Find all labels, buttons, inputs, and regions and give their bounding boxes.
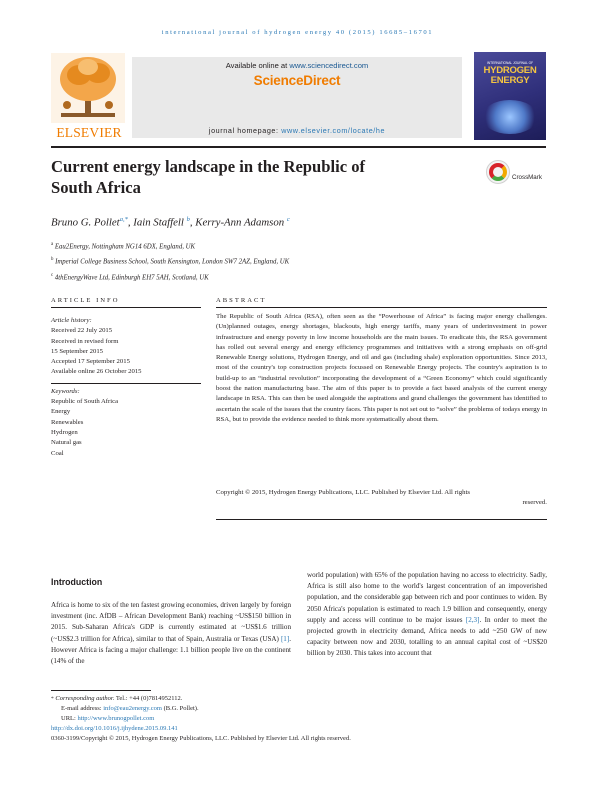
intro-left-column (51, 600, 291, 667)
abstract-end-rule (216, 519, 547, 520)
article-title-line1: Current energy landscape in the Republic of (51, 157, 366, 176)
intro-right-text: world population) with 65% of the population having no access to electricity. Sadly, Africa is still also home to the world's largest concentration of an impoverished population, and the considerable gap between rich and poor continues to widen. By 2050 Africa's population is estimated to reach 1.9 billion and consequently, energy supply and access will continue to be major issues (307, 571, 547, 624)
email-line (51, 704, 401, 713)
affiliation-item (51, 238, 546, 253)
author-affiliation-marker[interactable]: c (286, 216, 290, 223)
cover-title-line1: HYDROGEN (483, 65, 537, 76)
abstract-rule (216, 307, 547, 308)
affiliation-item (51, 253, 546, 268)
author-name[interactable]: Kerry-Ann Adamson (195, 216, 285, 229)
corresponding-author-note (51, 694, 401, 704)
intro-left-text-cont: . However Africa is facing a major challenge: 1.1 billion people live on the continent (14% of the (51, 634, 291, 666)
history-item: Accepted 17 September 2015 (51, 358, 130, 366)
journal-homepage-link[interactable]: www.elsevier.com/locate/he (281, 126, 386, 135)
keywords-label: Keywords: (51, 387, 80, 395)
author-name[interactable]: Iain Staffell (133, 216, 184, 229)
history-label: Article history: (51, 317, 92, 324)
intro-left-text: Africa is home to six of the ten fastest growing economies, driven largely by foreign investment (inc. AfDB – African Development Bank) reaching ~US$150 billion in 2015. Sub-Saharan Africa's GDP is currently estimated at ~US$1.6 trillion (~US$2.3 trillion for Africa), similar to that of Spain, Australia or Texas (USA) (51, 601, 291, 643)
keyword-item[interactable]: Republic of South Africa (51, 398, 119, 406)
author-affiliation-marker[interactable]: b (186, 216, 190, 223)
bottom-copyright: 0360-3199/Copyright © 2015, Hydrogen Energy Publications, LLC. Published by Elsevier Ltd. All rights reserved. (51, 734, 351, 742)
citation-link[interactable]: [1] (280, 634, 290, 643)
history-item: Received in revised form (51, 337, 119, 345)
email-link[interactable]: info@eau2energy.com (103, 705, 162, 713)
journal-homepage (132, 126, 462, 135)
header-divider (51, 146, 546, 148)
author-name[interactable]: Bruno G. Pollet (51, 216, 120, 229)
asterisk-icon: * (51, 696, 54, 702)
available-online (132, 61, 462, 70)
sciencedirect-logo[interactable]: ScienceDirect (253, 73, 341, 88)
abstract-copyright (216, 488, 547, 509)
available-prefix: Available online at (225, 61, 290, 70)
intro-right-column (307, 570, 547, 660)
homepage-prefix: journal homepage: (208, 126, 282, 135)
info-divider (51, 378, 201, 384)
cover-subtitle: INTERNATIONAL JOURNAL OF (486, 61, 534, 65)
abstract-copyright-line1: Copyright © 2015, Hydrogen Energy Publications, LLC. Published by Elsevier Ltd. All rights (216, 489, 470, 496)
doi-link[interactable]: http://dx.doi.org/10.1016/j.ijhydene.2015.09.141 (51, 725, 178, 732)
corresponding-label: Corresponding author. (55, 695, 115, 702)
article-info-block (51, 316, 201, 459)
email-label: E-mail address: (61, 705, 104, 713)
email-suffix: (B.G. Pollet). (161, 705, 199, 713)
cover-illustration (482, 100, 538, 134)
article-title-line2: South Africa (51, 178, 141, 197)
affiliations (51, 238, 546, 284)
journal-cover-thumbnail (474, 52, 546, 140)
keyword-item[interactable]: Energy (51, 408, 71, 416)
article-info-rule (51, 307, 201, 308)
url-label: URL: (61, 714, 78, 722)
crossmark-label: CrossMark (512, 174, 542, 181)
telephone: Tel.: +44 (0)7814952112. (114, 695, 183, 702)
intro-right-text-cont: . In order to meet the projected growth in electricity demand, Africa needs to add ~250 GW of new capacity between now and 2030, totalling to an annual capital cost of ~US$20 billion by 2030. This takes into account that (307, 615, 547, 658)
affiliation-text: Eau2Energy, Nottingham NG14 6DX, England, UK (54, 243, 196, 251)
history-item: Received 22 July 2015 (51, 327, 113, 335)
affiliation-item (51, 269, 546, 284)
author-affiliation-marker[interactable]: a,* (119, 216, 128, 223)
affiliation-marker: a (51, 242, 54, 247)
affiliation-text: Imperial College Business School, South Kensington, London SW7 2AZ, England, UK (55, 258, 290, 266)
author-list: Bruno G. Pollet$^{a,*}$, Iain Staffell $^b$, Kerry-Ann Adamson $^c$ (51, 216, 290, 229)
abstract-text: The Republic of South Africa (RSA), often seen as the “Powerhouse of Africa” is facing major energy challenges. (Un)planned outages, energy shortages, blackouts, high energy tariffs, many years of underinvestment in power infrastructure and energy poverty in low income households are the main issues. To eradicate this, the RSA government has rolled out several energy and energy efficiency programmes and initiatives with a strong emphasis on off-grid Renewable Energy solutions, Hydrogen Energy, and oil and gas (including shale) exploration opportunities. Since 2013, most of the country's top construction projects focussed on Renewable Energy projects. The country's aspiration is to build-up to an “industrial revolution” incorporating the development of a “Green Economy” which could significantly boost the nation manufacturing base. The aim of this paper is to provide a fact based analysis of the current energy landscape in RSA. This can then be used alongside the aspirations and grand challenges the government has identified to ascertain the scale of the issues that the country faces. This paper is not set out to “solve” the problems of todays energy in RSA, but to provide the evidence needed to think more systematically about them. (216, 313, 547, 423)
affiliation-marker: c (51, 272, 54, 278)
keyword-item[interactable]: Natural gas (51, 439, 82, 447)
crossmark-icon (489, 163, 507, 181)
history-item: Available online 26 October 2015 (51, 368, 142, 376)
url-line (51, 714, 401, 723)
doi-block (51, 724, 546, 743)
footnote (51, 694, 401, 723)
footnote-rule (51, 690, 151, 691)
introduction-heading: Introduction (51, 577, 103, 587)
history-item: 15 September 2015 (51, 347, 104, 355)
keyword-item[interactable]: Hydrogen (51, 428, 78, 436)
affiliation-marker: b (51, 257, 54, 263)
cover-title-line2: ENERGY (490, 74, 530, 86)
abstract-copyright-line2: reserved. (522, 499, 547, 507)
keyword-item[interactable]: Coal (51, 449, 64, 457)
journal-running-header: international journal of hydrogen energy 40 (2015) 16685–16701 (161, 29, 434, 36)
citation-link[interactable]: [2,3] (465, 615, 480, 624)
elsevier-wordmark: ELSEVIER (56, 125, 122, 140)
article-title (51, 156, 451, 198)
abstract-heading: ABSTRACT (216, 297, 267, 304)
keyword-item[interactable]: Renewables (51, 418, 84, 426)
author-url-link[interactable]: http://www.brunogpollet.com (77, 714, 155, 722)
cover-title (478, 66, 542, 85)
article-info-heading: ARTICLE INFO (51, 297, 120, 304)
affiliation-text: 4thEnergyWave Ltd, Edinburgh EH7 5AH, Scotland, UK (54, 273, 209, 281)
sciencedirect-url-link[interactable]: www.sciencedirect.com (289, 61, 369, 70)
